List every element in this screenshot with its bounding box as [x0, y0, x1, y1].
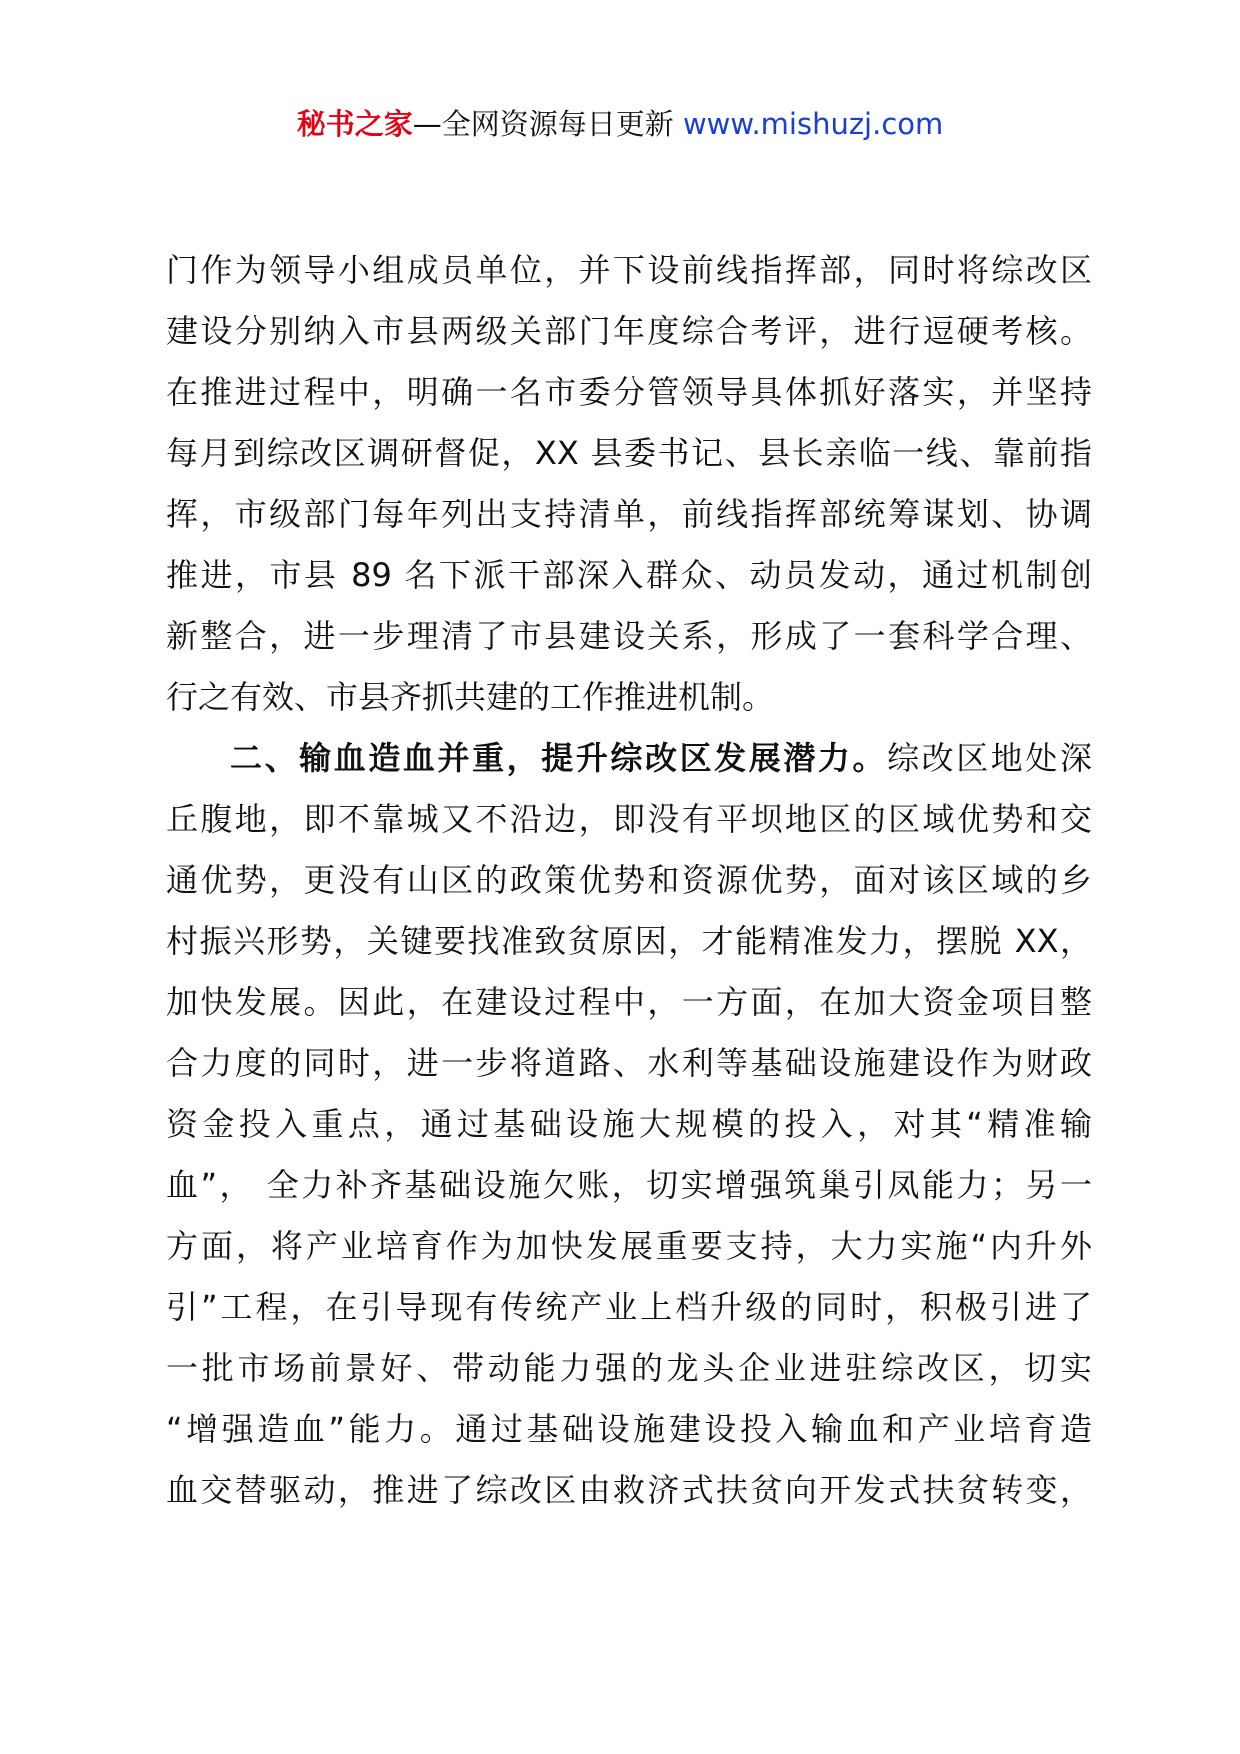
paragraph-line: 一批市场前景好、带动能力强的龙头企业进驻综改区，切实 [166, 1349, 1092, 1387]
section-2-heading: 二、输血造血并重，提升综改区发展潜力。 [230, 739, 888, 777]
paragraph-line: 新整合，进一步理清了市县建设关系，形成了一套科学合理、 [166, 617, 1092, 655]
brand-name: 秘书之家 [296, 107, 413, 141]
page-header [0, 104, 1240, 144]
website-url[interactable]: www.mishuzj.com [682, 107, 944, 141]
paragraph-line: 加快发展。因此，在建设过程中，一方面，在加大资金项目整 [166, 983, 1092, 1021]
section-2-first-line-text: 综改区地处深 [887, 739, 1092, 777]
paragraph-line: 血”， 全力补齐基础设施欠账，切实增强筑巢引凤能力；另一 [166, 1166, 1092, 1204]
paragraph-line: 通优势，更没有山区的政策优势和资源优势，面对该区域的乡 [166, 861, 1092, 899]
paragraph-line: 血交替驱动，推进了综改区由救济式扶贫向开发式扶贫转变， [166, 1471, 1092, 1509]
document-body [166, 240, 1092, 1521]
paragraph-line: 方面，将产业培育作为加快发展重要支持，大力实施“内升外 [166, 1227, 1092, 1265]
paragraph-line: 建设分别纳入市县两级关部门年度综合考评，进行逗硬考核。 [166, 312, 1092, 350]
paragraph-line: 村振兴形势，关键要找准致贫原因，才能精准发力，摆脱 XX， [166, 922, 1092, 960]
paragraph-line: 在推进过程中，明确一名市委分管领导具体抓好落实，并坚持 [166, 373, 1092, 411]
paragraph-line: 引”工程，在引导现有传统产业上档升级的同时，积极引进了 [166, 1288, 1092, 1326]
paragraph-line: 合力度的同时，进一步将道路、水利等基础设施建设作为财政 [166, 1044, 1092, 1082]
header-tagline: —全网资源每日更新 [412, 107, 683, 141]
paragraph-line: 丘腹地，即不靠城又不沿边，即没有平坝地区的区域优势和交 [166, 800, 1092, 838]
paragraph-line: 推进，市县 89 名下派干部深入群众、动员发动，通过机制创 [166, 556, 1092, 594]
paragraph-line: 每月到综改区调研督促，XX 县委书记、县长亲临一线、靠前指 [166, 434, 1092, 472]
paragraph-line: “增强造血”能力。通过基础设施建设投入输血和产业培育造 [166, 1410, 1092, 1448]
paragraph-line: 资金投入重点，通过基础设施大规模的投入，对其“精准输 [166, 1105, 1092, 1143]
paragraph-line: 门作为领导小组成员单位，并下设前线指挥部，同时将综改区 [166, 251, 1092, 289]
paragraph-line: 挥，市级部门每年列出支持清单，前线指挥部统筹谋划、协调 [166, 495, 1092, 533]
section-2-first-line [166, 728, 1092, 789]
paragraph-line: 行之有效、市县齐抓共建的工作推进机制。 [166, 678, 775, 716]
